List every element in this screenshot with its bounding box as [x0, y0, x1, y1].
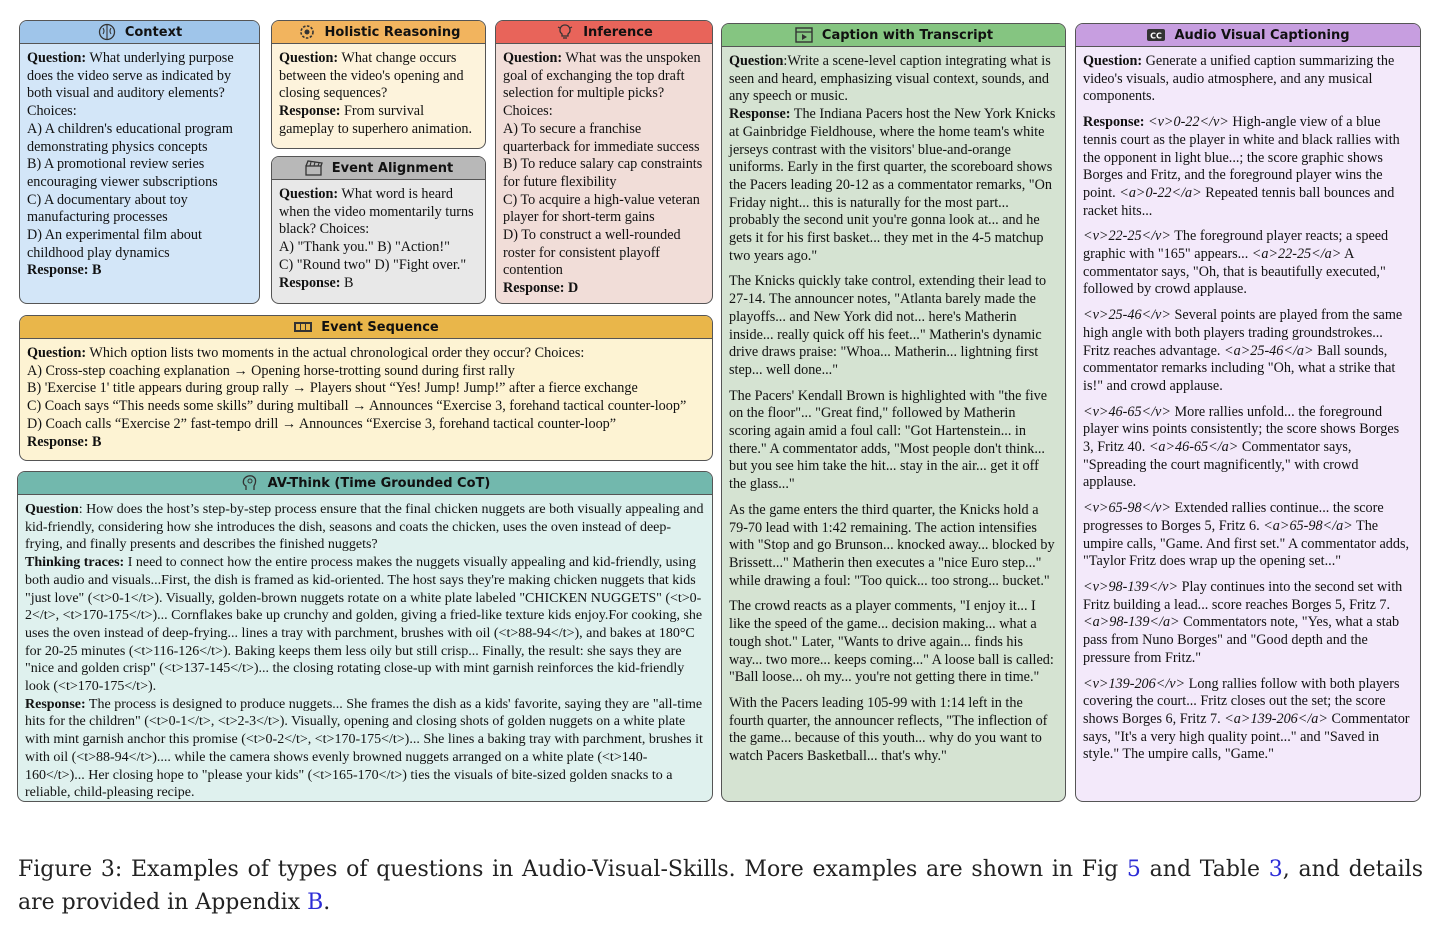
segment-1 — [1083, 228, 1413, 299]
holistic-body — [272, 44, 485, 145]
response-label: Response: — [279, 103, 341, 120]
segment-3 — [1083, 404, 1413, 493]
visual-tag: <v>98-139</v> — [1083, 578, 1179, 595]
segment-6 — [1083, 676, 1413, 765]
response-label: Response: — [25, 696, 86, 712]
visual-text: Long rallies follow with both players covering the court... Fritz closes out the set; the score shows Borges 6, Fritz 7. — [1083, 675, 1400, 727]
transcript-paragraph-6: With the Pacers leading 105-99 with 1:14 left in the fourth quarter, the announcer reflects, "The inflection of the game... because of this youth... why do you want to watch Pacers Basketball... that's why." — [729, 694, 1048, 765]
thinking-head-icon — [240, 474, 260, 492]
holistic-title: Holistic Reasoning — [324, 24, 461, 40]
response-label: Response: — [279, 274, 341, 291]
audio-text: Commentator says, "Spreading the court magnificently," with crowd applause. — [1083, 439, 1359, 491]
av-think-panel — [17, 471, 713, 802]
av-captioning-title: Audio Visual Captioning — [1174, 27, 1350, 43]
context-body — [20, 44, 259, 286]
caption-transcript-title: Caption with Transcript — [821, 27, 994, 43]
visual-text: The foreground player reacts; a speed graphic with "165" appears... — [1083, 228, 1389, 263]
inference-title: Inference — [583, 24, 653, 40]
question-label: Question: — [1083, 53, 1143, 69]
audio-tag: <a>65-98</a> — [1263, 517, 1353, 534]
visual-text: Several points are played from the same high angle with both players trading groundstrokes... Fritz reaches advantage. — [1083, 307, 1403, 359]
figure-reference-link[interactable]: 5 — [1126, 857, 1141, 882]
av-think-title: AV-Think (Time Grounded CoT) — [267, 475, 491, 491]
visual-tag: <v>22-25</v> — [1083, 228, 1171, 245]
visual-text: Extended rallies continue... the score progresses to Borges 5, Fritz 6. — [1083, 500, 1384, 534]
question-label: Question: — [503, 50, 563, 66]
event-alignment-title: Event Alignment — [331, 160, 454, 176]
brain-icon — [97, 23, 117, 41]
choice-c: C) Coach says “This needs some skills” during multiball → Announces “Exercise 3, forehand tactical counter-loop” — [27, 398, 687, 415]
question-label: Question: — [27, 50, 87, 66]
caption-text: , and details are provided in Appendix — [18, 857, 1423, 915]
transcript-paragraph-4: As the game enters the third quarter, the Knicks hold a 79-70 lead with 1:42 remaining. The action intensifies with "Stop and go Brunson... knocked away... blocked by Brissett..." Matherin then executes a "nice Euro step..." while drawing a foul: "Too quick... too strong... bucket." — [729, 501, 1055, 589]
segment-5 — [1083, 579, 1413, 668]
video-frame-icon — [794, 26, 814, 44]
cc-icon — [1146, 26, 1166, 44]
choice-b: B) 'Exercise 1' title appears during group rally → Players shout “Yes! Jump! Jump!” after a fierce exchange — [27, 380, 638, 397]
audio-text: Repeated tennis ball bounces and racket hits... — [1083, 184, 1395, 219]
response-label: Response: — [1083, 114, 1145, 131]
audio-text: Ball sounds, commentator remarks including "Oh, what a strike that is!" and crowd applause. — [1083, 342, 1396, 394]
choices-label: Choices: — [27, 103, 77, 120]
holistic-question: What change occurs between the video's opening and closing sequences? — [279, 50, 464, 102]
audio-tag: <a>98-139</a> — [1083, 614, 1180, 631]
gear-brain-icon — [297, 23, 317, 41]
inference-response: Response: D — [503, 280, 579, 297]
choice-b: B) A promotional review series encouraging viewer subscriptions — [27, 156, 218, 190]
segment-0 — [1083, 114, 1413, 220]
context-response: Response: B — [27, 262, 102, 279]
audio-tag: <a>46-65</a> — [1148, 439, 1239, 456]
caption-transcript-body — [722, 47, 1065, 780]
caption-transcript-header — [722, 24, 1065, 47]
visual-text: High-angle view of a blue tennis court as the player in white and black rallies with the opponent in light blue...; the score graphic shows Borges and Fritz, and the foreground player wins the point. — [1083, 114, 1400, 201]
audio-tag: <a>139-206</a> — [1224, 710, 1328, 727]
event-alignment-panel — [271, 156, 486, 304]
av-captioning-header — [1076, 24, 1420, 47]
choice-d: D) An experimental film about childhood play dynamics — [27, 227, 202, 261]
event-alignment-body — [272, 180, 485, 298]
choice-a: A) Cross-step coaching explanation → Opening horse-trotting sound during first rally — [27, 362, 515, 379]
visual-text: Play continues into the second set with Fritz building a lead... score reaches Borges 5, Fritz 7. — [1083, 578, 1403, 613]
transcript-paragraph-5: The crowd reacts as a player comments, "I enjoy it... I like the speed of the game... decision making... what a tough shot." Later, "Wants to drive again... finds his way... two more... keeps coming..." A loose ball is called: "Ball loose... oh my... you're not getting there in time." — [729, 598, 1054, 686]
event-alignment-question: What word is heard when the video momentarily turns black? Choices: — [279, 186, 474, 238]
clapperboard-icon — [304, 159, 324, 177]
context-question: What underlying purpose does the video serve as indicated by both visual and auditory elements? — [27, 50, 234, 102]
visual-tag: <v>25-46</v> — [1083, 307, 1171, 324]
inference-panel — [495, 20, 713, 304]
caption-transcript-question: :Write a scene-level caption integrating what is seen and heard, emphasizing visual context, sounds, and any speech or music. — [729, 53, 1051, 105]
holistic-header — [272, 21, 485, 44]
visual-tag: <v>0-22</v> — [1148, 114, 1229, 131]
event-sequence-response: Response: B — [27, 433, 102, 450]
event-sequence-title: Event Sequence — [321, 319, 439, 335]
choice-a: A) To secure a franchise quarterback for immediate success — [503, 120, 700, 155]
visual-text: More rallies unfold... the foreground player wins points consistently; the score shows Borges 3, Fritz 40. — [1083, 403, 1400, 456]
transcript-paragraph-1: The Indiana Pacers host the New York Knicks at Gainbridge Fieldhouse, where the home team's white jerseys contrast with the visitors' blue-and-orange uniforms. Early in the first quarter, the scoreboard shows the Pacers leading 20-12 as a commentator remarks, "On Friday night... this is naturally for the most part... probably the second unit you're gonna look at... and he gets it for his first basket... they met in the 4-5 matchup two years ago." — [729, 106, 1056, 264]
event-sequence-body — [20, 339, 712, 457]
audio-text: Commentator says, "It's a very high quality point..." and "Saved in style." The umpire calls, "Game." — [1083, 710, 1410, 763]
audio-text: Commentators note, "Yes, what a stab pass from Nuno Borges" and "Good depth and the pressure from Fritz." — [1083, 614, 1400, 666]
caption-transcript-panel — [721, 23, 1066, 802]
choices-row-2: C) "Round two" D) "Fight over." — [279, 256, 467, 273]
choice-a: A) A children's educational program demonstrating physics concepts — [27, 120, 233, 155]
choice-c: C) To acquire a high-value veteran player for short-term gains — [503, 191, 700, 226]
visual-tag: <v>65-98</v> — [1083, 500, 1171, 517]
segment-2 — [1083, 307, 1413, 396]
av-think-body — [18, 495, 712, 802]
caption-text: Figure 3: Examples of types of questions in Audio-Visual-Skills. More examples are shown in Fig — [18, 857, 1127, 882]
transcript-paragraph-3: The Pacers' Kendall Brown is highlighted with "the five on the floor"... "Great find," followed by Matherin scoring again amid a foul call: "Got Hartenstein... in there." A commentator adds, "Most people don't think... but you see him take the hit... stay in the air... get it off the glass..." — [729, 387, 1048, 493]
table-reference-link[interactable]: 3 — [1268, 857, 1283, 882]
lightbulb-icon — [555, 23, 575, 41]
segment-4 — [1083, 500, 1413, 571]
av-think-header — [18, 472, 712, 495]
choice-d: D) To construct a well-rounded roster for consistent playoff contention — [503, 227, 681, 279]
thinking-label: Thinking traces: — [25, 555, 125, 571]
event-sequence-question: Which option lists two moments in the actual chronological order they occur? Choices: — [89, 345, 585, 361]
av-captioning-body — [1076, 47, 1420, 778]
audio-tag: <a>25-46</a> — [1224, 342, 1314, 359]
question-label: Question: — [27, 345, 87, 361]
question-label: Question: — [279, 50, 339, 66]
audio-text: The umpire calls, "Game. And first set." A commentator adds, "Taylor Fritz does wrap up the opening set..." — [1083, 517, 1410, 570]
event-alignment-header — [272, 157, 485, 180]
event-sequence-header — [20, 316, 712, 339]
choice-d: D) Coach calls “Exercise 2” fast-tempo drill → Announces “Exercise 3, forehand tactical counter-loop” — [27, 415, 617, 432]
audio-tag: <a>0-22</a> — [1119, 184, 1202, 201]
caption-text: and Table — [1140, 857, 1269, 882]
event-alignment-response: B — [344, 274, 354, 291]
question-label: Question: — [279, 186, 339, 202]
inference-header — [496, 21, 712, 44]
figure-caption — [18, 853, 1423, 919]
choices-row-1: A) "Thank you." B) "Action!" — [279, 239, 450, 256]
caption-text: . — [323, 890, 331, 915]
transcript-paragraph-2: The Knicks quickly take control, extending their lead to 27-14. The announcer notes, "Atlanta barely made the playoffs... and New York did not... here's Matherin inside... really quick off his feet..." Matherin's dynamic drive draws praise: "Whoa... Matherin... lightning first step... well done..." — [729, 273, 1047, 378]
av-captioning-question: Generate a unified caption summarizing the video's visuals, audio atmosphere, and any musical components. — [1083, 53, 1395, 105]
visual-tag: <v>139-206</v> — [1083, 675, 1186, 692]
holistic-response: From survival gameplay to superhero animation. — [279, 103, 473, 137]
question-label: Question — [729, 53, 784, 69]
inference-body — [496, 44, 712, 304]
svg-text:CC: CC — [1150, 31, 1163, 41]
av-think-thinking: I need to connect how the entire process makes the nuggets visually appealing and kid-friendly, using both audio and visuals...First, the dish is framed as kid-oriented. The host says they're making chicken nuggets that kids "just love" (<t>0-1</t>). Visually, golden-brown nuggets rotate on a white plate labeled "CHICKEN NUGGETS" (<t>0-2</t>, <t>170-175</t>)... Cornflakes bake up crunchy and golden, giving a fried-like texture kids enjoy.For cooking, she uses the oven instead of deep-frying... lines a tray with parchment, brushes with oil (<t>88-94</t>), and bakes at 180°C for 20-25 minutes (<t>116-126</t>). Baking keeps them less oily but still crisp... Finally, the result: she says they are "nice and golden crisp" (<t>137-145</t>)... the closing rotating close-up with mint garnish reinforces the kid-friendly look (<t>170-175</t>). — [25, 555, 703, 695]
av-think-response: The process is designed to produce nuggets... She frames the dish as a kids' favorite, saying they are "all-time hits for the children" (<t>0-1</t>, <t>2-3</t>). Visually, opening and closing shots of golden nuggets on a white plate with mint garnish anchor this promise (<t>0-2</t>, <t>170-175</t>)... She lines a baking tray with parchment, brushes it with oil (<t>88-94</t>).... while the camera shows evenly browned nuggets arranged on a white plate (<t>140-160</t>)... Her closing hope to "please your kids" (<t>165-170</t>) ties the visuals of bite-sized golden snacks to a reliable, child-pleasing recipe. — [25, 696, 703, 801]
audio-tag: <a>22-25</a> — [1251, 246, 1342, 263]
context-header — [20, 21, 259, 44]
inference-question: What was the unspoken goal of exchanging the top draft selection for multiple picks? — [503, 50, 701, 102]
choice-b: B) To reduce salary cap constraints for future flexibility — [503, 156, 703, 190]
av-captioning-panel — [1075, 23, 1421, 802]
question-label: Question — [25, 502, 79, 517]
context-title: Context — [124, 24, 183, 40]
choice-c: C) A documentary about toy manufacturing processes — [27, 191, 188, 226]
event-sequence-panel — [19, 315, 713, 461]
audio-text: A commentator says, "Oh, that is beautifully executed," followed by crowd applause. — [1083, 246, 1386, 298]
context-panel — [19, 20, 260, 304]
response-label: Response: — [729, 106, 791, 123]
appendix-reference-link[interactable]: B — [307, 890, 324, 915]
film-strip-icon — [293, 318, 313, 336]
visual-tag: <v>46-65</v> — [1083, 403, 1171, 420]
av-think-question: : How does the host’s step-by-step process ensure that the final chicken nuggets are both visually appealing and kid-friendly, considering how she introduces the dish, seasons and coats the chicken, uses the oven instead of deep-frying, and finally presents and describes the finished nuggets? — [25, 502, 704, 553]
holistic-panel — [271, 20, 486, 149]
choices-label: Choices: — [503, 103, 553, 120]
